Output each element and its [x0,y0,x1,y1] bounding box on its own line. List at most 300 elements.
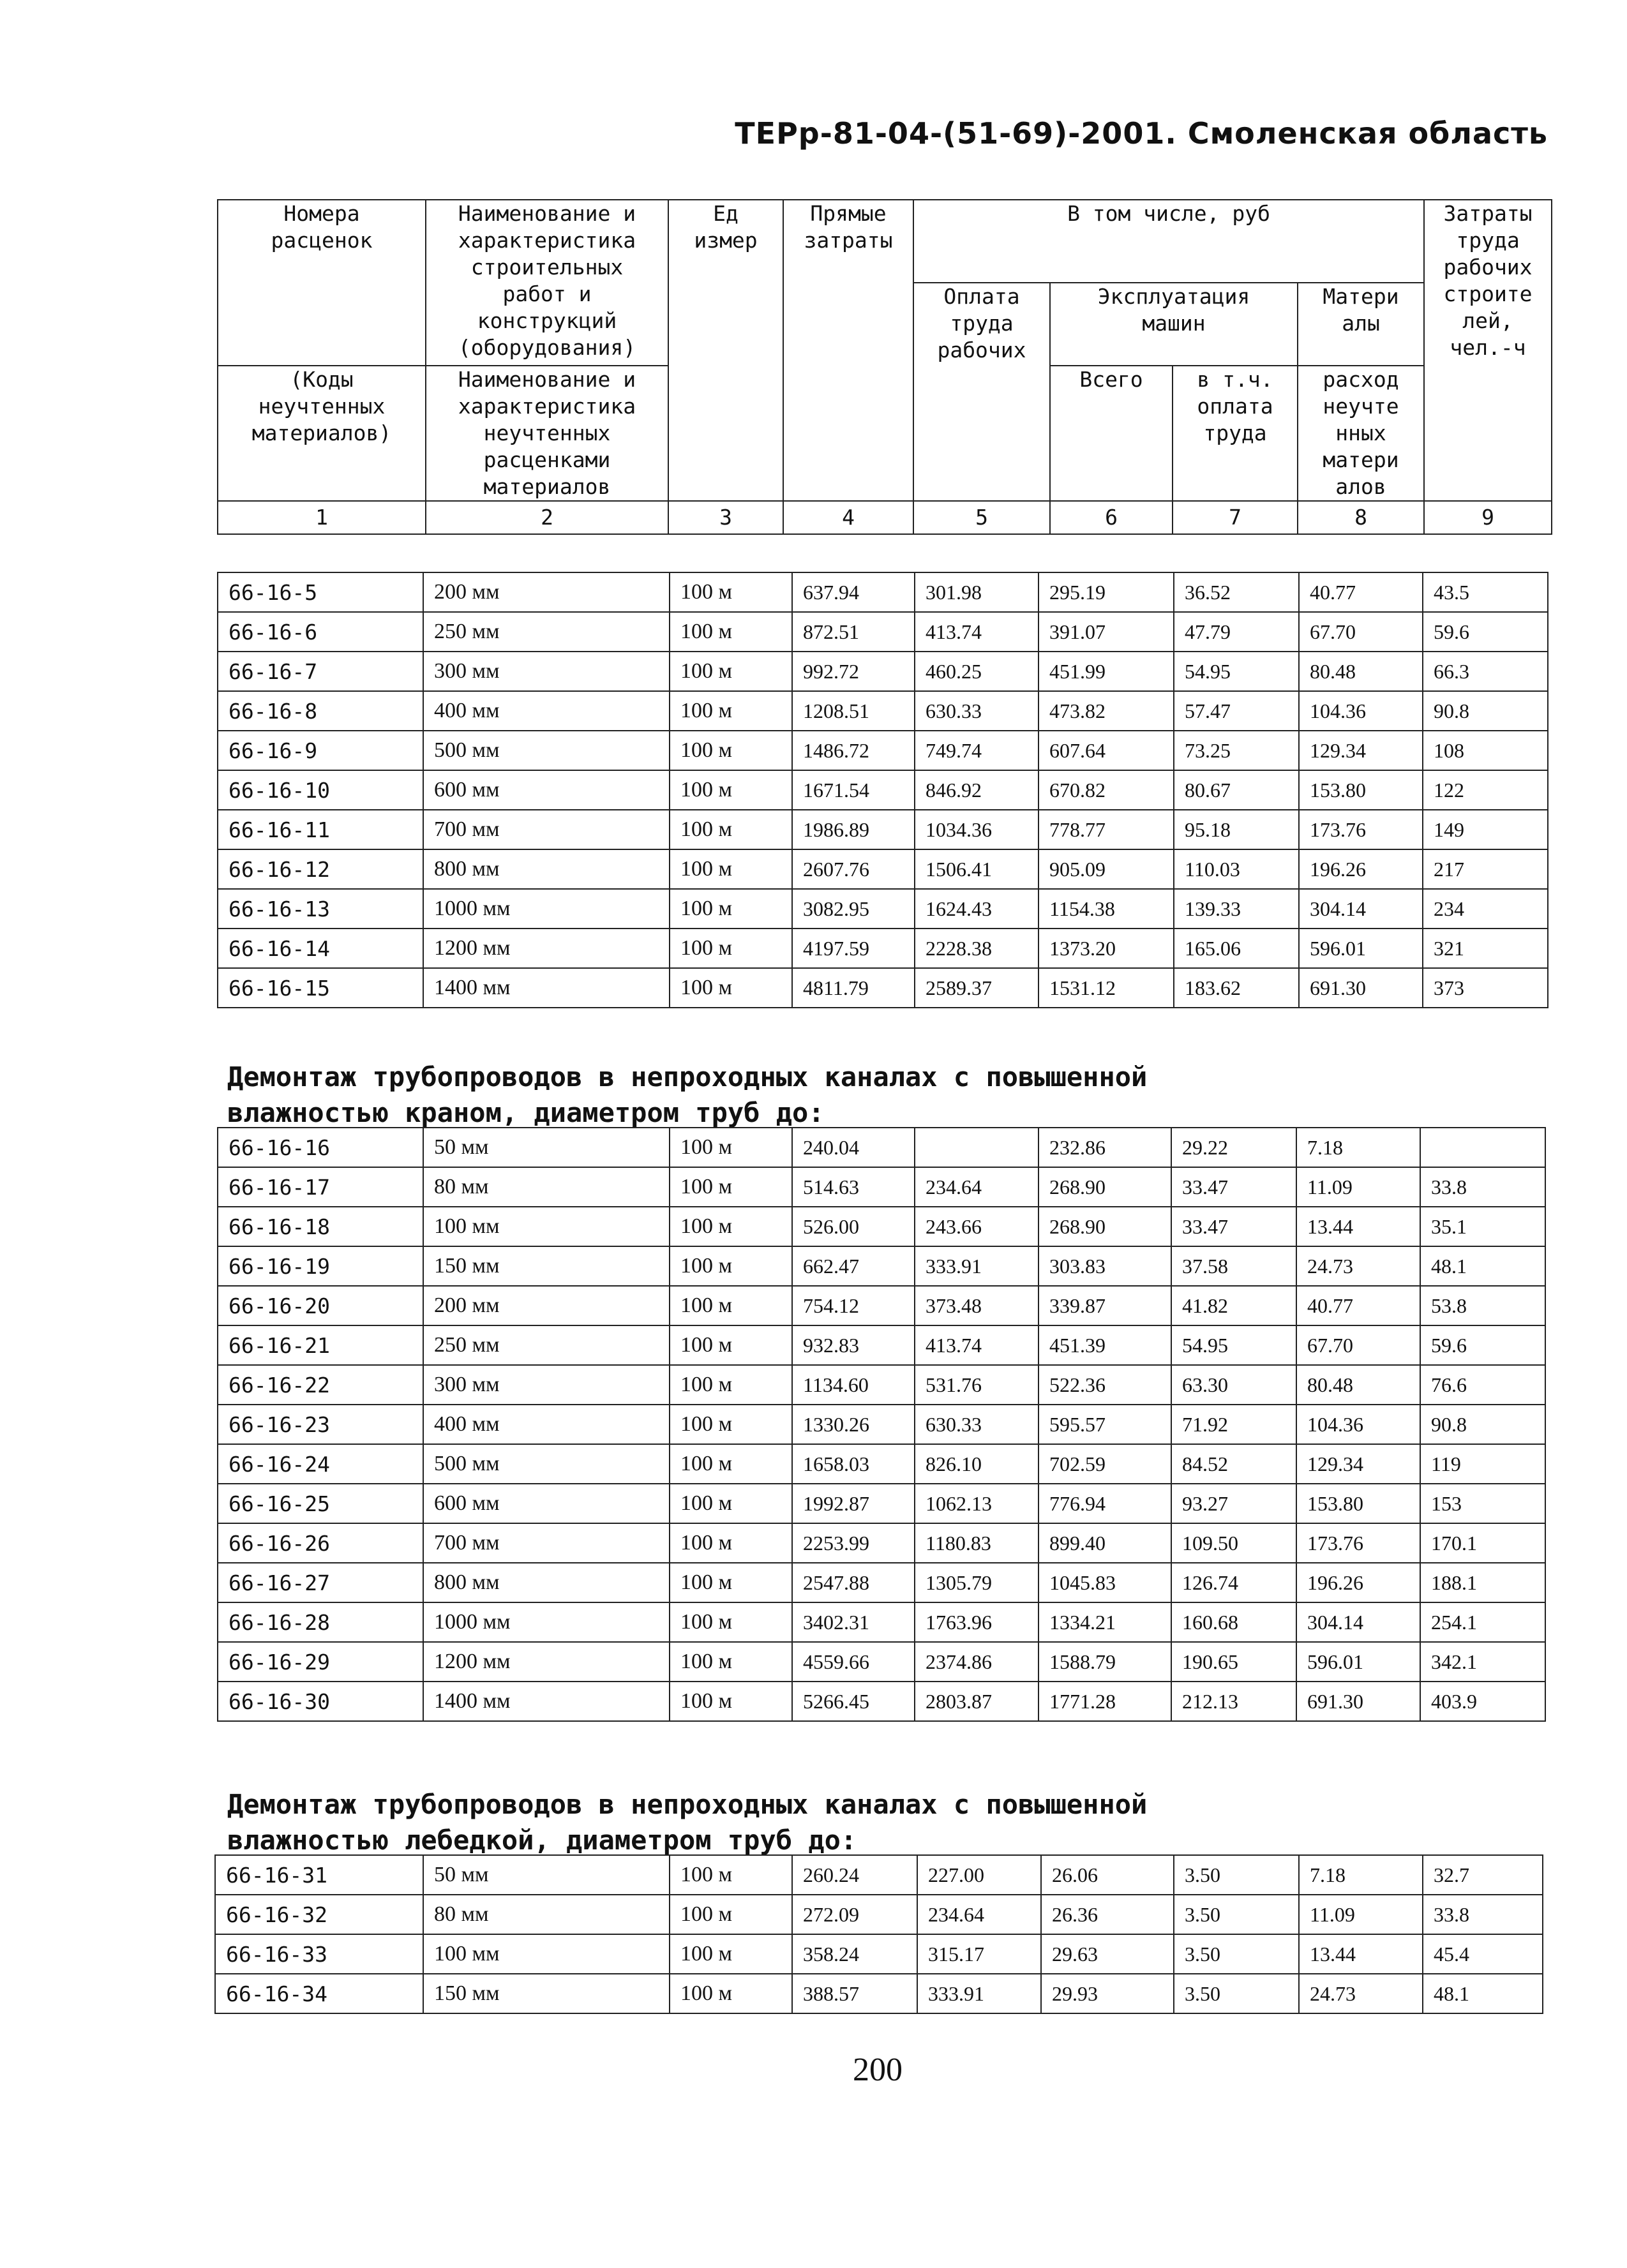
table-row [218,770,1548,810]
materials-cell: 13.44 [1296,1207,1420,1246]
item-name-cell: 80 мм [423,1895,670,1934]
direct-costs-cell: 388.57 [792,1974,917,2013]
direct-costs-cell: 4197.59 [792,929,915,968]
labor-hours-cell: 108 [1423,731,1548,770]
machines-labor-cell: 33.47 [1171,1167,1296,1207]
rate-code-cell: 66-16-17 [218,1167,423,1207]
direct-costs-cell: 1330.26 [792,1405,915,1444]
rate-code-cell: 66-16-7 [218,652,423,691]
machines-total-cell: 391.07 [1038,612,1174,652]
machines-total-cell: 26.06 [1041,1855,1174,1895]
item-name-cell: 800 мм [423,849,670,889]
machines-labor-cell: 3.50 [1174,1855,1299,1895]
machines-labor-cell: 139.33 [1174,889,1299,929]
item-name-cell: 150 мм [423,1974,670,2013]
machines-labor-cell: 110.03 [1174,849,1299,889]
direct-costs-cell: 4559.66 [792,1642,915,1682]
table-row [218,1682,1545,1721]
unit-cell: 100 м [670,1895,792,1934]
rate-code-cell: 66-16-16 [218,1128,423,1167]
unit-cell: 100 м [670,889,792,929]
labor-pay-cell: 1034.36 [915,810,1038,849]
labor-pay-cell: 413.74 [915,1325,1038,1365]
machines-labor-cell: 63.30 [1171,1365,1296,1405]
header-unit: Ед измер [668,200,783,501]
labor-pay-cell: 2228.38 [915,929,1038,968]
labor-pay-cell: 413.74 [915,612,1038,652]
rate-code-cell: 66-16-18 [218,1207,423,1246]
labor-hours-cell: 373 [1423,968,1548,1008]
item-name-cell: 300 мм [423,1365,670,1405]
header-labor-pay: Оплата труда рабочих [913,283,1050,501]
item-name-cell: 700 мм [423,1523,670,1563]
labor-pay-cell: 1763.96 [915,1602,1038,1642]
direct-costs-cell: 1986.89 [792,810,915,849]
labor-hours-cell: 59.6 [1420,1325,1545,1365]
rate-code-cell: 66-16-26 [218,1523,423,1563]
unit-cell: 100 м [670,1365,792,1405]
labor-pay-cell: 630.33 [915,691,1038,731]
machines-total-cell: 778.77 [1038,810,1174,849]
header-table [217,199,1552,535]
direct-costs-cell: 2253.99 [792,1523,915,1563]
item-name-cell: 250 мм [423,612,670,652]
item-name-cell: 300 мм [423,652,670,691]
machines-total-cell: 451.39 [1038,1325,1171,1365]
materials-cell: 304.14 [1299,889,1423,929]
table-row [218,691,1548,731]
machines-total-cell: 1771.28 [1038,1682,1171,1721]
item-name-cell: 500 мм [423,731,670,770]
item-name-cell: 1200 мм [423,1642,670,1682]
item-name-cell: 100 мм [423,1934,670,1974]
machines-labor-cell: 109.50 [1171,1523,1296,1563]
materials-cell: 691.30 [1299,968,1423,1008]
header-col-number: 6 [1050,501,1173,534]
table-row [218,1602,1545,1642]
machines-total-cell: 899.40 [1038,1523,1171,1563]
materials-cell: 173.76 [1299,810,1423,849]
labor-pay-cell: 1180.83 [915,1523,1038,1563]
labor-hours-cell: 234 [1423,889,1548,929]
labor-pay-cell: 301.98 [915,572,1038,612]
item-name-cell: 400 мм [423,691,670,731]
labor-hours-cell: 33.8 [1423,1895,1543,1934]
machines-labor-cell: 37.58 [1171,1246,1296,1286]
table-row [218,1484,1545,1523]
direct-costs-cell: 992.72 [792,652,915,691]
direct-costs-cell: 1134.60 [792,1365,915,1405]
direct-costs-cell: 1671.54 [792,770,915,810]
materials-cell: 11.09 [1296,1167,1420,1207]
materials-cell: 596.01 [1296,1642,1420,1682]
machines-labor-cell: 36.52 [1174,572,1299,612]
header-machines-labor: в т.ч. оплата труда [1173,366,1298,501]
labor-hours-cell [1420,1128,1545,1167]
direct-costs-cell: 5266.45 [792,1682,915,1721]
header-materials-use: расход неучте нных матери алов [1298,366,1424,501]
unit-cell: 100 м [670,1484,792,1523]
rate-code-cell: 66-16-31 [215,1855,423,1895]
direct-costs-cell: 526.00 [792,1207,915,1246]
machines-total-cell: 303.83 [1038,1246,1171,1286]
rate-code-cell: 66-16-8 [218,691,423,731]
unit-cell: 100 м [670,929,792,968]
rate-code-cell: 66-16-23 [218,1405,423,1444]
unit-cell: 100 м [670,1128,792,1167]
unit-cell: 100 м [670,1855,792,1895]
labor-pay-cell: 315.17 [917,1934,1041,1974]
materials-cell: 40.77 [1296,1286,1420,1325]
machines-labor-cell: 160.68 [1171,1602,1296,1642]
labor-hours-cell: 403.9 [1420,1682,1545,1721]
labor-pay-cell: 1506.41 [915,849,1038,889]
labor-hours-cell: 153 [1420,1484,1545,1523]
table-row [218,1207,1545,1246]
rate-code-cell: 66-16-5 [218,572,423,612]
machines-labor-cell: 33.47 [1171,1207,1296,1246]
labor-hours-cell: 59.6 [1423,612,1548,652]
labor-hours-cell: 35.1 [1420,1207,1545,1246]
rate-code-cell: 66-16-10 [218,770,423,810]
direct-costs-cell: 932.83 [792,1325,915,1365]
machines-labor-cell: 3.50 [1174,1934,1299,1974]
table-row [215,1895,1543,1934]
rate-code-cell: 66-16-27 [218,1563,423,1602]
machines-total-cell: 595.57 [1038,1405,1171,1444]
header-col-number: 2 [426,501,668,534]
unit-cell: 100 м [670,1325,792,1365]
machines-total-cell: 268.90 [1038,1207,1171,1246]
header-machines: Эксплуатация машин [1050,283,1298,366]
unit-cell: 100 м [670,1934,792,1974]
direct-costs-cell: 637.94 [792,572,915,612]
item-name-cell: 800 мм [423,1563,670,1602]
table-row [218,810,1548,849]
materials-cell: 11.09 [1299,1895,1423,1934]
unit-cell: 100 м [670,770,792,810]
table-row [218,1246,1545,1286]
materials-cell: 104.36 [1299,691,1423,731]
materials-cell: 129.34 [1296,1444,1420,1484]
rate-code-cell: 66-16-32 [215,1895,423,1934]
unit-cell: 100 м [670,1246,792,1286]
machines-labor-cell: 71.92 [1171,1405,1296,1444]
materials-cell: 596.01 [1299,929,1423,968]
item-name-cell: 1400 мм [423,968,670,1008]
materials-cell: 304.14 [1296,1602,1420,1642]
header-codes: Номера расценок [218,200,426,366]
direct-costs-cell: 1486.72 [792,731,915,770]
page-number: 200 [853,2052,903,2088]
direct-costs-cell: 1208.51 [792,691,915,731]
rate-code-cell: 66-16-30 [218,1682,423,1721]
rate-code-cell: 66-16-14 [218,929,423,968]
rate-code-cell: 66-16-19 [218,1246,423,1286]
machines-total-cell: 1373.20 [1038,929,1174,968]
unit-cell: 100 м [670,652,792,691]
labor-hours-cell: 66.3 [1423,652,1548,691]
unit-cell: 100 м [670,1167,792,1207]
labor-pay-cell: 234.64 [915,1167,1038,1207]
table-row [218,968,1548,1008]
table-row [218,1523,1545,1563]
labor-pay-cell: 333.91 [915,1246,1038,1286]
labor-pay-cell [915,1128,1038,1167]
machines-total-cell: 26.36 [1041,1895,1174,1934]
materials-cell: 7.18 [1299,1855,1423,1895]
unit-cell: 100 м [670,968,792,1008]
labor-pay-cell: 1305.79 [915,1563,1038,1602]
machines-labor-cell: 57.47 [1174,691,1299,731]
unit-cell: 100 м [670,1207,792,1246]
machines-labor-cell: 3.50 [1174,1895,1299,1934]
rate-code-cell: 66-16-9 [218,731,423,770]
machines-total-cell: 295.19 [1038,572,1174,612]
unit-cell: 100 м [670,1563,792,1602]
section-title: Демонтаж трубопроводов в непроходных каналах с повышенной влажностью краном, диаметром труб до: [227,1061,1148,1128]
machines-labor-cell: 183.62 [1174,968,1299,1008]
item-name-cell: 1000 мм [423,1602,670,1642]
materials-cell: 104.36 [1296,1405,1420,1444]
machines-total-cell: 1154.38 [1038,889,1174,929]
item-name-cell: 400 мм [423,1405,670,1444]
table-row [218,612,1548,652]
item-name-cell: 200 мм [423,572,670,612]
rate-code-cell: 66-16-6 [218,612,423,652]
direct-costs-cell: 662.47 [792,1246,915,1286]
machines-total-cell: 702.59 [1038,1444,1171,1484]
table-row [218,1286,1545,1325]
materials-cell: 196.26 [1296,1563,1420,1602]
item-name-cell: 100 мм [423,1207,670,1246]
direct-costs-cell: 272.09 [792,1895,917,1934]
table-row [215,1974,1543,2013]
rates-table [217,1127,1546,1722]
materials-cell: 24.73 [1296,1246,1420,1286]
materials-cell: 7.18 [1296,1128,1420,1167]
machines-total-cell: 339.87 [1038,1286,1171,1325]
machines-labor-cell: 93.27 [1171,1484,1296,1523]
rates-table [217,572,1548,1008]
unit-cell: 100 м [670,1642,792,1682]
rate-code-cell: 66-16-12 [218,849,423,889]
unit-cell: 100 м [670,1974,792,2013]
unit-cell: 100 м [670,1523,792,1563]
header-materials: Матери алы [1298,283,1424,366]
table-row [215,1855,1543,1895]
labor-pay-cell: 2803.87 [915,1682,1038,1721]
rate-code-cell: 66-16-24 [218,1444,423,1484]
machines-total-cell: 451.99 [1038,652,1174,691]
machines-total-cell: 607.64 [1038,731,1174,770]
item-name-cell: 150 мм [423,1246,670,1286]
labor-pay-cell: 1624.43 [915,889,1038,929]
machines-total-cell: 29.93 [1041,1974,1174,2013]
rate-code-cell: 66-16-15 [218,968,423,1008]
unit-cell: 100 м [670,849,792,889]
direct-costs-cell: 514.63 [792,1167,915,1207]
materials-cell: 13.44 [1299,1934,1423,1974]
direct-costs-cell: 358.24 [792,1934,917,1974]
table-row [218,849,1548,889]
item-name-cell: 1000 мм [423,889,670,929]
item-name-cell: 50 мм [423,1855,670,1895]
machines-total-cell: 473.82 [1038,691,1174,731]
labor-hours-cell: 48.1 [1423,1974,1543,2013]
labor-pay-cell: 2589.37 [915,968,1038,1008]
machines-total-cell: 670.82 [1038,770,1174,810]
machines-total-cell: 522.36 [1038,1365,1171,1405]
item-name-cell: 80 мм [423,1167,670,1207]
direct-costs-cell: 240.04 [792,1128,915,1167]
table-row [218,1642,1545,1682]
direct-costs-cell: 2607.76 [792,849,915,889]
direct-costs-cell: 3082.95 [792,889,915,929]
labor-hours-cell: 90.8 [1423,691,1548,731]
labor-hours-cell: 33.8 [1420,1167,1545,1207]
machines-labor-cell: 80.67 [1174,770,1299,810]
labor-pay-cell: 826.10 [915,1444,1038,1484]
rate-code-cell: 66-16-34 [215,1974,423,2013]
materials-cell: 80.48 [1299,652,1423,691]
unit-cell: 100 м [670,1286,792,1325]
rate-code-cell: 66-16-20 [218,1286,423,1325]
unit-cell: 100 м [670,612,792,652]
machines-labor-cell: 29.22 [1171,1128,1296,1167]
machines-labor-cell: 73.25 [1174,731,1299,770]
materials-cell: 173.76 [1296,1523,1420,1563]
table-row [218,1405,1545,1444]
machines-labor-cell: 190.65 [1171,1642,1296,1682]
labor-pay-cell: 749.74 [915,731,1038,770]
machines-labor-cell: 54.95 [1174,652,1299,691]
item-name-cell: 500 мм [423,1444,670,1484]
rate-code-cell: 66-16-22 [218,1365,423,1405]
machines-labor-cell: 95.18 [1174,810,1299,849]
materials-cell: 196.26 [1299,849,1423,889]
labor-hours-cell: 48.1 [1420,1246,1545,1286]
header-name: Наименование и характеристика строительных работ и конструкций (оборудования) [426,200,668,366]
machines-total-cell: 1531.12 [1038,968,1174,1008]
labor-hours-cell: 32.7 [1423,1855,1543,1895]
rate-code-cell: 66-16-11 [218,810,423,849]
table-row [218,1167,1545,1207]
unit-cell: 100 м [670,691,792,731]
machines-total-cell: 1334.21 [1038,1602,1171,1642]
machines-labor-cell: 84.52 [1171,1444,1296,1484]
direct-costs-cell: 1992.87 [792,1484,915,1523]
unit-cell: 100 м [670,572,792,612]
labor-pay-cell: 227.00 [917,1855,1041,1895]
materials-cell: 80.48 [1296,1365,1420,1405]
labor-hours-cell: 76.6 [1420,1365,1545,1405]
header-col-number: 9 [1424,501,1552,534]
unit-cell: 100 м [670,810,792,849]
rate-code-cell: 66-16-33 [215,1934,423,1974]
materials-cell: 153.80 [1296,1484,1420,1523]
materials-cell: 691.30 [1296,1682,1420,1721]
labor-hours-cell: 90.8 [1420,1405,1545,1444]
machines-labor-cell: 126.74 [1171,1563,1296,1602]
labor-hours-cell: 254.1 [1420,1602,1545,1642]
machines-labor-cell: 41.82 [1171,1286,1296,1325]
rate-code-cell: 66-16-21 [218,1325,423,1365]
labor-pay-cell: 531.76 [915,1365,1038,1405]
item-name-cell: 600 мм [423,770,670,810]
labor-hours-cell: 45.4 [1423,1934,1543,1974]
table-row [218,1563,1545,1602]
header-material-codes: (Коды неучтенных материалов) [218,366,426,501]
direct-costs-cell: 754.12 [792,1286,915,1325]
machines-total-cell: 905.09 [1038,849,1174,889]
item-name-cell: 1400 мм [423,1682,670,1721]
direct-costs-cell: 260.24 [792,1855,917,1895]
labor-pay-cell: 243.66 [915,1207,1038,1246]
labor-pay-cell: 846.92 [915,770,1038,810]
labor-hours-cell: 217 [1423,849,1548,889]
machines-labor-cell: 165.06 [1174,929,1299,968]
direct-costs-cell: 872.51 [792,612,915,652]
labor-pay-cell: 1062.13 [915,1484,1038,1523]
materials-cell: 67.70 [1296,1325,1420,1365]
unit-cell: 100 м [670,1682,792,1721]
table-row [218,1444,1545,1484]
header-col-number: 1 [218,501,426,534]
item-name-cell: 1200 мм [423,929,670,968]
unit-cell: 100 м [670,1444,792,1484]
table-row [218,731,1548,770]
machines-total-cell: 232.86 [1038,1128,1171,1167]
labor-pay-cell: 2374.86 [915,1642,1038,1682]
machines-total-cell: 268.90 [1038,1167,1171,1207]
materials-cell: 40.77 [1299,572,1423,612]
machines-total-cell: 1588.79 [1038,1642,1171,1682]
header-group-costs: В том числе, руб [913,200,1424,283]
labor-pay-cell: 460.25 [915,652,1038,691]
unit-cell: 100 м [670,1602,792,1642]
rate-code-cell: 66-16-29 [218,1642,423,1682]
direct-costs-cell: 2547.88 [792,1563,915,1602]
item-name-cell: 700 мм [423,810,670,849]
header-col-number: 7 [1173,501,1298,534]
labor-pay-cell: 373.48 [915,1286,1038,1325]
table-row [218,889,1548,929]
machines-labor-cell: 3.50 [1174,1974,1299,2013]
header-labor-hours: Затраты труда рабочих строите лей, чел.-ч [1424,200,1552,501]
item-name-cell: 50 мм [423,1128,670,1167]
labor-hours-cell: 43.5 [1423,572,1548,612]
section-title: Демонтаж трубопроводов в непроходных каналах с повышенной влажностью лебедкой, диаметром труб до: [227,1789,1148,1856]
direct-costs-cell: 1658.03 [792,1444,915,1484]
labor-pay-cell: 630.33 [915,1405,1038,1444]
direct-costs-cell: 3402.31 [792,1602,915,1642]
machines-labor-cell: 47.79 [1174,612,1299,652]
rates-table [214,1854,1543,2014]
labor-hours-cell: 53.8 [1420,1286,1545,1325]
table-row [218,652,1548,691]
labor-hours-cell: 122 [1423,770,1548,810]
table-row [218,1128,1545,1167]
machines-total-cell: 1045.83 [1038,1563,1171,1602]
materials-cell: 153.80 [1299,770,1423,810]
header-col-number: 3 [668,501,783,534]
table-row [218,572,1548,612]
table-row [215,1934,1543,1974]
labor-hours-cell: 188.1 [1420,1563,1545,1602]
labor-hours-cell: 170.1 [1420,1523,1545,1563]
item-name-cell: 600 мм [423,1484,670,1523]
